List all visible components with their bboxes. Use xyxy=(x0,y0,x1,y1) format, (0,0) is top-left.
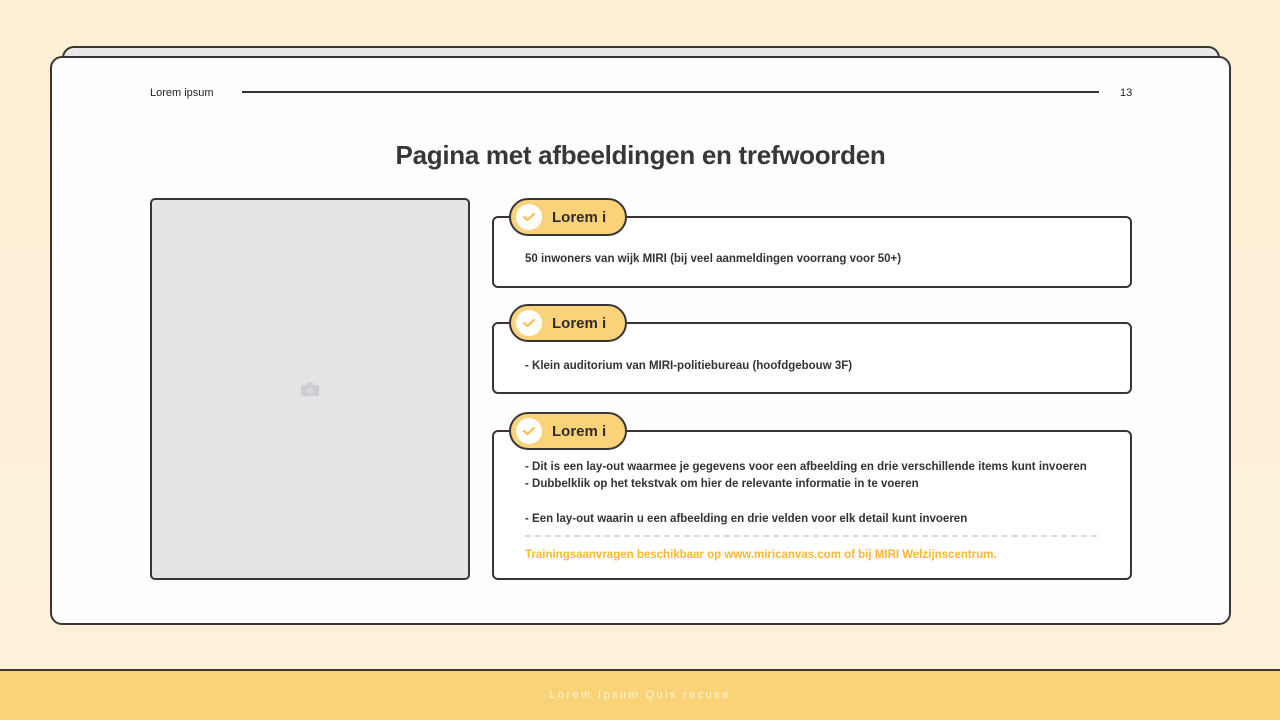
footer-text: Lorem Ipsum Quis recusa xyxy=(549,689,731,701)
header-divider xyxy=(242,91,1099,93)
item-text: - Dit is een lay-out waarmee je gegevens voor een afbeelding en drie verschillende items kunt invoeren xyxy=(525,461,1087,473)
header-label: Lorem ipsum xyxy=(150,87,214,99)
slide-card xyxy=(50,56,1231,625)
item-text: - Een lay-out waarin u een afbeelding en drie velden voor elk detail kunt invoeren xyxy=(525,513,968,525)
item-text: - Dubbelklik op het tekstvak om hier de relevante informatie in te voeren xyxy=(525,478,919,490)
page-number: 13 xyxy=(1120,87,1133,99)
item-pill-1 xyxy=(509,198,627,236)
item-pill-label: Lorem i xyxy=(552,314,607,332)
item-box-2[interactable] xyxy=(492,314,1132,394)
item-pill-label: Lorem i xyxy=(552,208,607,226)
image-placeholder[interactable] xyxy=(150,198,470,580)
item-pill-label: Lorem i xyxy=(552,422,607,440)
footer-bar xyxy=(0,669,1280,720)
check-icon xyxy=(516,418,542,444)
item-box-3[interactable] xyxy=(492,422,1132,580)
item-text: 50 inwoners van wijk MIRI (bij veel aanmeldingen voorrang voor 50+) xyxy=(525,253,902,265)
camera-icon xyxy=(301,382,319,396)
item-pill-3 xyxy=(509,412,627,450)
training-note: Trainingsaanvragen beschikbaar op www.miricanvas.com of bij MIRI Welzijnscentrum. xyxy=(525,549,997,561)
item-box-1[interactable] xyxy=(492,208,1132,288)
check-icon xyxy=(516,204,542,230)
page-title: Pagina met afbeeldingen en trefwoorden xyxy=(395,140,886,170)
item-text: - Klein auditorium van MIRI-politiebureau (hoofdgebouw 3F) xyxy=(525,360,853,372)
item-pill-2 xyxy=(509,304,627,342)
check-icon xyxy=(516,310,542,336)
dashed-divider xyxy=(525,535,1097,537)
